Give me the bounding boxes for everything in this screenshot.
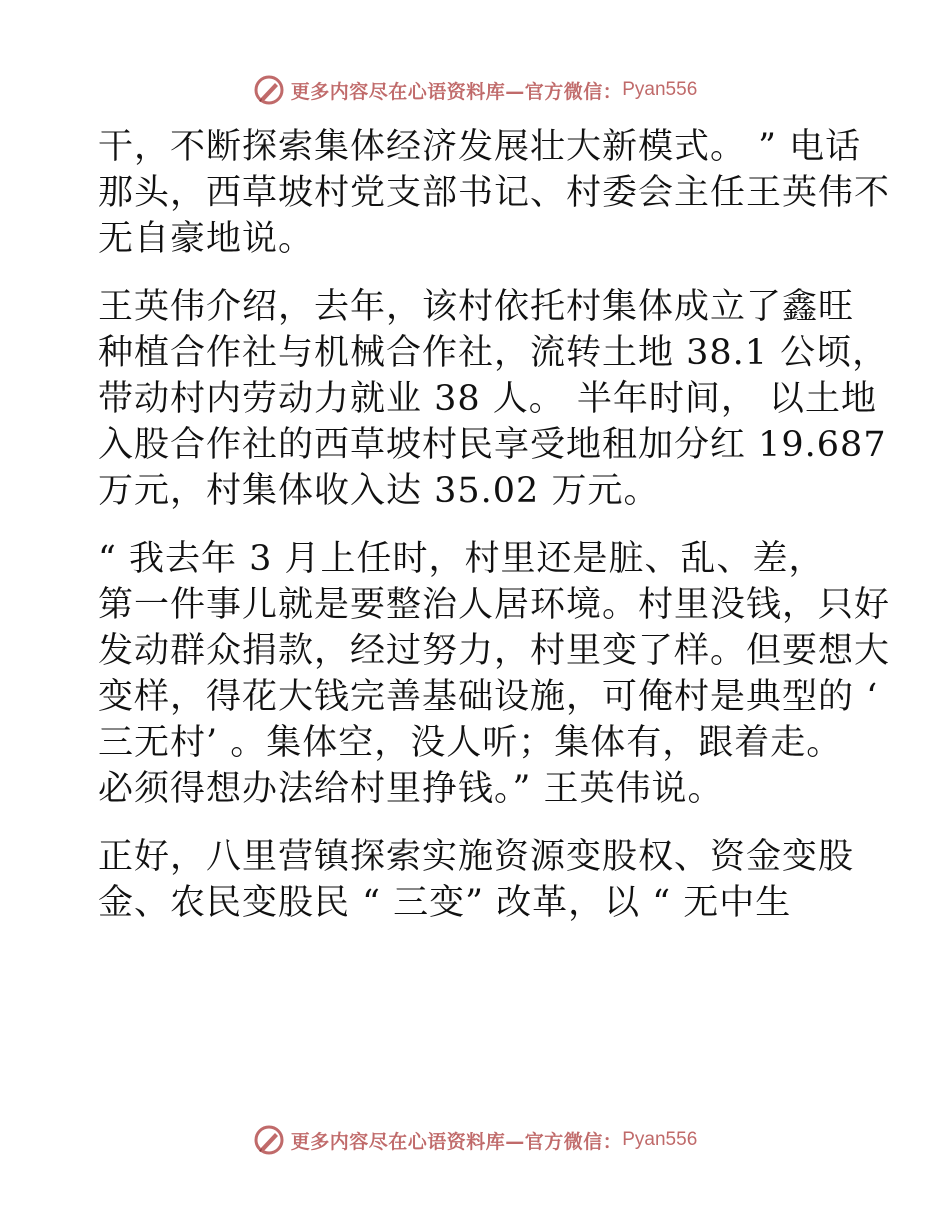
- text-line: 发动群众捐款，经过努力，村里变了样。但要想大: [98, 631, 891, 671]
- banner-wechat-id: Pyan556: [622, 79, 698, 100]
- banner-wechat-id: Pyan556: [622, 1129, 698, 1150]
- text-line: 带动村内劳动力就业 38 人。 半年时间， 以土地: [98, 379, 878, 419]
- text-line: “ 我去年 3 月上任时，村里还是脏、乱、差，: [98, 539, 825, 579]
- pen-circle-logo-icon: [253, 74, 285, 106]
- text-line: 王英伟介绍，去年，该村依托村集体成立了鑫旺: [98, 287, 855, 327]
- text-line: 变样，得花大钱完善基础设施，可俺村是典型的 ‘: [98, 677, 879, 717]
- text-line: 金、农民变股民 “ 三变” 改革，以 “ 无中生: [98, 883, 792, 923]
- paragraph-1: [98, 124, 891, 262]
- text-line: 种植合作社与机械合作社，流转土地 38.1 公顷，: [98, 333, 889, 373]
- text-line: 正好，八里营镇探索实施资源变股权、资金变股: [98, 837, 855, 877]
- banner-text: 更多内容尽在心语资料库—官方微信：: [290, 80, 623, 103]
- banner-text: 更多内容尽在心语资料库—官方微信：: [290, 1130, 623, 1153]
- text-line: 万元，村集体收入达 35.02 万元。: [98, 471, 660, 511]
- document-body: [98, 124, 891, 948]
- paragraph-4: [98, 834, 858, 926]
- text-line: 干，不断探索集体经济发展壮大新模式。 ” 电话: [98, 127, 862, 167]
- text-line: 入股合作社的西草坡村民享受地租加分红 19.687: [98, 425, 887, 465]
- text-line: 无自豪地说。: [98, 219, 315, 259]
- footer-watermark-banner: [0, 1120, 950, 1160]
- text-line: 三无村’ 。集体空，没人听；集体有，跟着走。: [98, 723, 843, 763]
- text-line: 第一件事儿就是要整治人居环境。村里没钱，只好: [98, 585, 891, 625]
- paragraph-2: [98, 284, 889, 514]
- header-watermark-banner: [0, 70, 950, 110]
- text-line: 必须得想办法给村里挣钱。” 王英伟说。: [98, 769, 724, 809]
- pen-circle-logo-icon: [253, 1124, 285, 1156]
- paragraph-3: [98, 536, 891, 812]
- text-line: 那头，西草坡村党支部书记、村委会主任王英伟不: [98, 173, 891, 213]
